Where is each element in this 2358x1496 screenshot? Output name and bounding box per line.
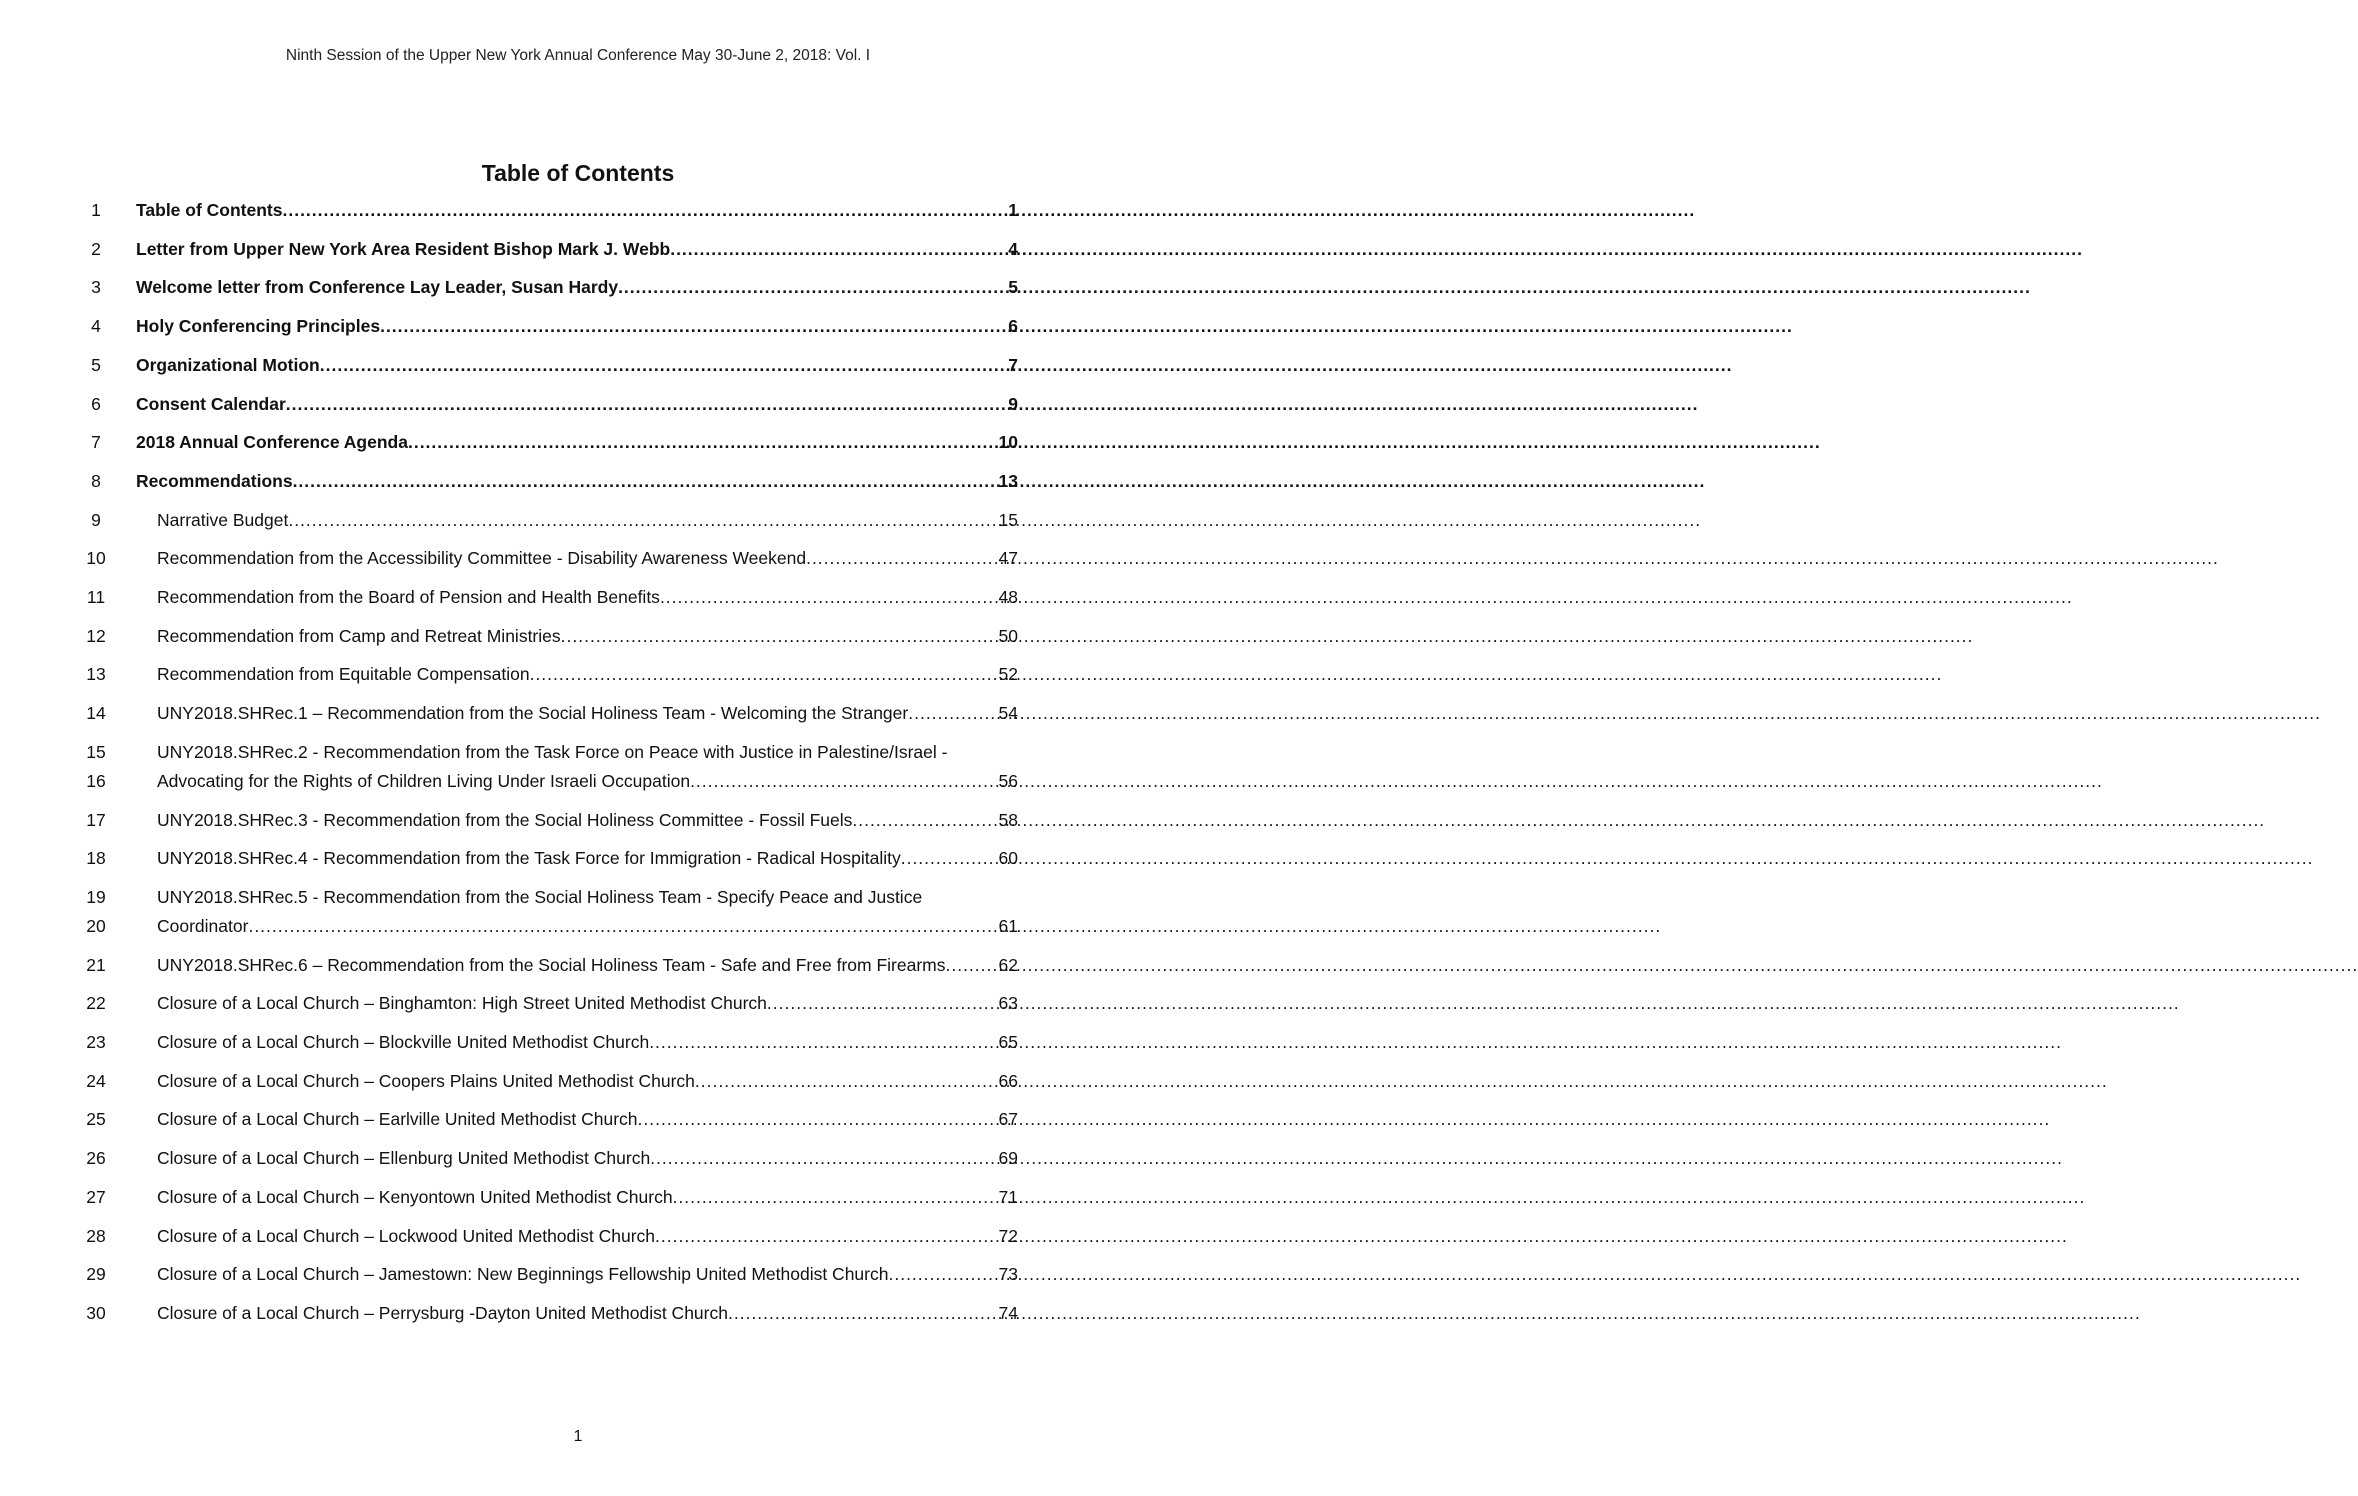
- toc-page-number: 69: [998, 1148, 1018, 1169]
- toc-entry-title: Closure of a Local Church – Blockville United Methodist Church: [157, 1032, 650, 1052]
- toc-line: [0, 544, 1156, 573]
- toc-line: [0, 273, 1156, 302]
- toc-line: [0, 1222, 1156, 1251]
- dot-leader: [670, 235, 1007, 264]
- toc-page-number: 5: [1008, 277, 1018, 298]
- line-number: 27: [86, 1186, 106, 1207]
- toc-page-number: 9: [1008, 393, 1018, 414]
- dot-leader: [293, 467, 998, 496]
- toc-entry-title: Consent Calendar: [136, 393, 286, 414]
- toc-page-number: 74: [998, 1302, 1018, 1323]
- dot-leader: [660, 583, 998, 612]
- toc-entry-title: Closure of a Local Church – Lockwood United Methodist Church: [157, 1225, 656, 1246]
- toc-entry-title: Recommendation from Equitable Compensation: [157, 664, 530, 685]
- toc-page-number: 73: [998, 1264, 1018, 1285]
- line-number: 17: [86, 809, 106, 830]
- toc-line: [0, 351, 1156, 380]
- toc-entry-title: Organizational Motion: [136, 354, 320, 375]
- toc-page-number: 47: [998, 548, 1018, 569]
- page-number: 1: [573, 1428, 583, 1445]
- toc-page-number: 65: [998, 1032, 1018, 1052]
- dot-leader: [248, 912, 997, 941]
- line-number: 26: [86, 1148, 106, 1169]
- toc-entry-title: Closure of a Local Church – Binghamton: High Street United Methodist Church: [157, 993, 767, 1014]
- dot-leader: [767, 989, 998, 1018]
- toc-line: [0, 428, 1156, 457]
- toc-line: [0, 951, 1156, 980]
- toc-entry-title: Coordinator: [157, 915, 249, 936]
- toc-entry-title: Narrative Budget: [157, 509, 289, 530]
- line-number: 15: [86, 741, 106, 762]
- toc-entry-title: Closure of a Local Church – Perrysburg -Dayton United Methodist Church: [157, 1302, 728, 1323]
- dot-leader: [945, 951, 997, 980]
- toc-line: [0, 1144, 1156, 1173]
- line-number: 20: [86, 915, 106, 936]
- line-number: 13: [86, 664, 106, 685]
- toc-entry-title: Recommendation from the Board of Pension and Health Benefits: [157, 587, 660, 607]
- line-number: 30: [86, 1302, 106, 1323]
- toc-entry-title: Closure of a Local Church – Jamestown: New Beginnings Fellowship United Methodist Church: [157, 1264, 889, 1285]
- toc-entry-title: Recommendation from the Accessibility Committee - Disability Awareness Weekend: [157, 548, 807, 569]
- toc-line: [0, 912, 1156, 941]
- dot-leader: [561, 622, 998, 651]
- toc-page-number: 61: [998, 915, 1018, 936]
- dot-leader: [408, 428, 998, 457]
- toc-entry-title: Closure of a Local Church – Earlville United Methodist Church: [157, 1109, 638, 1130]
- toc-entry-title: Recommendation from Camp and Retreat Ministries: [157, 625, 561, 646]
- toc-entry-title: Table of Contents: [136, 200, 283, 220]
- dot-leader: [695, 1067, 998, 1096]
- line-number: 11: [86, 587, 106, 607]
- dot-leader: [852, 806, 997, 835]
- dot-leader: [888, 1260, 997, 1289]
- dot-leader: [649, 1028, 997, 1057]
- toc-entry-title: UNY2018.SHRec.5 - Recommendation from the Social Holiness Team - Specify Peace and Justice: [157, 886, 923, 907]
- dot-leader: [690, 767, 997, 796]
- line-number: 19: [86, 886, 106, 907]
- toc-page-number: 48: [998, 587, 1018, 607]
- line-number: 2: [91, 238, 101, 259]
- toc-page-number: 7: [1008, 354, 1018, 375]
- line-number: 14: [86, 703, 106, 724]
- toc-page-number: 56: [998, 770, 1018, 791]
- toc-line: [0, 1183, 1156, 1212]
- toc-entry-title: Closure of a Local Church – Kenyontown United Methodist Church: [157, 1186, 673, 1207]
- line-number: 8: [91, 470, 101, 491]
- line-number: 3: [91, 277, 101, 298]
- toc-line: [0, 738, 1156, 767]
- toc-line: [0, 622, 1156, 651]
- toc-page-number: 6: [1008, 316, 1018, 337]
- line-number: 5: [91, 354, 101, 375]
- running-header: Ninth Session of the Upper New York Annual Conference May 30-June 2, 2018: Vol. I: [285, 47, 871, 64]
- toc-entry-title: UNY2018.SHRec.6 – Recommendation from the Social Holiness Team - Safe and Free from Firearms: [157, 954, 946, 975]
- toc-page-number: 54: [998, 703, 1018, 724]
- toc-line: [0, 1105, 1156, 1134]
- dot-leader: [288, 506, 997, 535]
- dot-leader: [806, 544, 997, 573]
- toc-line: [0, 506, 1156, 535]
- toc-page-number: 63: [998, 993, 1018, 1014]
- toc-line: [0, 583, 1156, 612]
- line-number: 23: [86, 1032, 106, 1052]
- line-number: 4: [91, 316, 101, 337]
- dot-leader: [908, 699, 997, 728]
- toc-line: [0, 390, 1156, 419]
- dot-leader: [901, 844, 998, 873]
- toc-entry-title: UNY2018.SHRec.1 – Recommendation from the Social Holiness Team - Welcoming the Stranger: [157, 703, 909, 724]
- toc-line: [0, 467, 1156, 496]
- toc-entry-title: Holy Conferencing Principles: [136, 316, 381, 337]
- dot-leader: [380, 312, 1007, 341]
- line-number: 29: [86, 1264, 106, 1285]
- toc-page-number: 60: [998, 848, 1018, 869]
- toc-page-number: 1: [1008, 200, 1018, 220]
- toc-line: [0, 1299, 1156, 1328]
- line-number: 25: [86, 1109, 106, 1130]
- toc-line: [0, 660, 1156, 689]
- toc-page-number: 62: [998, 954, 1018, 975]
- toc-line: [0, 699, 1156, 728]
- toc-entry-title: UNY2018.SHRec.2 - Recommendation from the Task Force on Peace with Justice in Palestine/Israel -: [157, 741, 948, 762]
- line-number: 18: [86, 848, 106, 869]
- toc-entry-title: Letter from Upper New York Area Resident Bishop Mark J. Webb: [136, 238, 671, 259]
- dot-leader: [618, 273, 1007, 302]
- line-number: 10: [86, 548, 106, 569]
- line-number: 22: [86, 993, 106, 1014]
- toc-line: [0, 883, 1156, 912]
- line-number: 9: [91, 509, 101, 530]
- line-number: 12: [86, 625, 106, 646]
- toc-entry-title: Closure of a Local Church – Coopers Plains United Methodist Church: [157, 1070, 695, 1091]
- toc-entry-title: UNY2018.SHRec.4 - Recommendation from the Task Force for Immigration - Radical Hospitality: [157, 848, 901, 869]
- line-number: 21: [86, 954, 106, 975]
- dot-leader: [650, 1144, 997, 1173]
- dot-leader: [286, 390, 1008, 419]
- dot-leader: [655, 1222, 997, 1251]
- page-title: Table of Contents: [481, 160, 675, 186]
- toc-entry-title: Advocating for the Rights of Children Living Under Israeli Occupation: [157, 770, 691, 791]
- toc-entry-title: Welcome letter from Conference Lay Leader, Susan Hardy: [136, 277, 619, 298]
- toc-entry-title: UNY2018.SHRec.3 - Recommendation from the Social Holiness Committee - Fossil Fuels: [157, 809, 853, 830]
- toc-line: [0, 196, 1156, 225]
- toc-line: [0, 989, 1156, 1018]
- toc-entry-title: 2018 Annual Conference Agenda: [136, 432, 408, 453]
- line-number: 16: [86, 770, 106, 791]
- toc-page-number: 15: [998, 509, 1018, 530]
- line-number: 1: [91, 200, 101, 220]
- toc-page-number: 50: [998, 625, 1018, 646]
- toc-page-number: 72: [998, 1225, 1018, 1246]
- toc-entry-title: Recommendations: [136, 470, 293, 491]
- toc-page-number: 4: [1008, 238, 1018, 259]
- toc-page-number: 66: [998, 1070, 1018, 1091]
- toc-page-number: 10: [998, 432, 1018, 453]
- toc-line: [0, 1028, 1156, 1057]
- toc-page-number: 71: [998, 1186, 1018, 1207]
- toc-line: [0, 767, 1156, 796]
- dot-leader: [638, 1105, 998, 1134]
- dot-leader: [320, 351, 1008, 380]
- toc-line: [0, 312, 1156, 341]
- toc-page-number: 58: [998, 809, 1018, 830]
- toc-line: [0, 1067, 1156, 1096]
- toc-page-number: 52: [998, 664, 1018, 685]
- dot-leader: [282, 196, 1007, 225]
- line-number: 6: [91, 393, 101, 414]
- dot-leader: [673, 1183, 998, 1212]
- toc-line: [0, 235, 1156, 264]
- toc-line: [0, 844, 1156, 873]
- toc-entry-title: Closure of a Local Church – Ellenburg United Methodist Church: [157, 1148, 651, 1169]
- toc-page-number: 67: [998, 1109, 1018, 1130]
- dot-leader: [530, 660, 998, 689]
- line-number: 28: [86, 1225, 106, 1246]
- toc-line: [0, 1260, 1156, 1289]
- dot-leader: [728, 1299, 998, 1328]
- toc-page-number: 13: [998, 470, 1018, 491]
- line-number: 24: [86, 1070, 106, 1091]
- line-number: 7: [91, 432, 101, 453]
- toc-line: [0, 806, 1156, 835]
